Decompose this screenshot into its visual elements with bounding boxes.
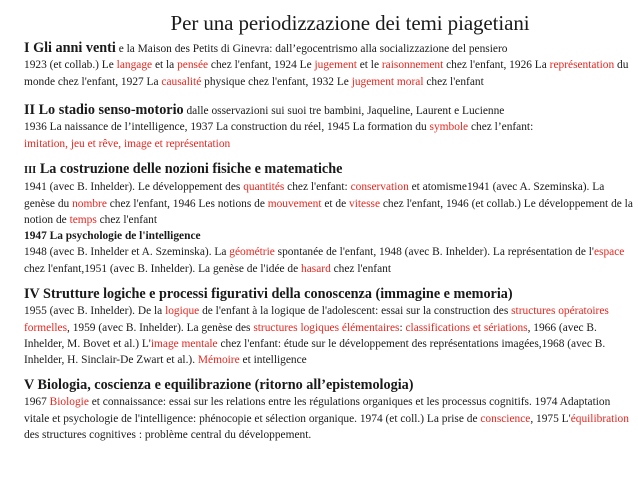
text: chez l'enfant bbox=[96, 213, 158, 226]
section-5-heading-line bbox=[24, 377, 634, 394]
section-3-body bbox=[24, 179, 634, 228]
text: et atomisme1941 (avec A. Szeminska). La genèse du bbox=[24, 181, 605, 210]
section-3-subheading bbox=[24, 228, 634, 244]
section-3-heading: La costruzione delle nozioni fisiche e matematiche bbox=[36, 161, 343, 177]
text: , 1959 (avec B. Inhelder). La genèse des bbox=[67, 321, 254, 334]
keyword: classifications et sériations bbox=[405, 321, 528, 334]
section-3-heading-line bbox=[24, 161, 634, 179]
keyword: espace bbox=[593, 246, 625, 259]
section-4-heading-line bbox=[24, 286, 634, 303]
keyword: mouvement bbox=[267, 197, 322, 210]
keyword: pensée bbox=[177, 59, 209, 72]
text: 1948 (avec B. Inhelder et A. Szeminska). La bbox=[24, 246, 230, 259]
section-2-body bbox=[24, 119, 634, 152]
text: chez l'enfant,1951 (avec B. Inhelder). La genèse de l'idée de bbox=[24, 262, 302, 275]
text: chez l'enfant, 1924 Le bbox=[208, 59, 315, 72]
keyword: conscience bbox=[480, 412, 531, 425]
text: physique chez l'enfant, 1932 Le bbox=[201, 75, 352, 88]
text: 1955 (avec B. Inhelder). De la bbox=[24, 305, 166, 318]
section-5-body bbox=[24, 394, 634, 443]
slide-title: Per una periodizzazione dei temi piagetiani bbox=[170, 11, 530, 35]
text: 1936 La naissance de l’intelligence, 1937 La construction du réel, 1945 La formation du bbox=[24, 121, 430, 134]
text: 1967 bbox=[24, 396, 50, 409]
text: et de bbox=[321, 197, 350, 210]
keyword: raisonnement bbox=[381, 59, 444, 72]
keyword: quantités bbox=[243, 181, 285, 194]
section-4-body bbox=[24, 303, 634, 368]
keyword: jugement moral bbox=[351, 75, 424, 88]
section-2-heading-line bbox=[24, 102, 634, 119]
section-3-roman: III bbox=[24, 165, 37, 176]
section-3-body-2 bbox=[24, 244, 634, 277]
text: chez l'enfant, 1946 (et collab.) Le développement de la notion de bbox=[24, 197, 633, 226]
keyword: Mémoire bbox=[197, 354, 240, 367]
text: et connaissance: essai sur les relations entre les régulations organiques et les processus cognitifs. 1974 Adaptation vitale et psychologie de l'intelligence: phénocopie et sélection organique. 1974 (et coll.) La prise de bbox=[24, 396, 611, 425]
keyword: Biologie bbox=[49, 396, 89, 409]
keyword: conservation bbox=[350, 181, 409, 194]
section-1-heading-rest: e la Maison des Petits di Ginevra: dall’egocentrismo alla socializzazione del pensiero bbox=[115, 43, 508, 55]
text: , 1966 (avec B. Inhelder, M. Bovet et al.) L' bbox=[24, 321, 597, 350]
section-4-heading: IV Strutture logiche e processi figurativi della conoscenza (immagine e memoria) bbox=[24, 286, 513, 302]
text: 1941 (avec B. Inhelder). Le développement des bbox=[24, 181, 244, 194]
keyword: causalité bbox=[161, 75, 202, 88]
keyword: logique bbox=[165, 305, 200, 318]
keyword: structures opératoires formelles bbox=[24, 305, 609, 334]
keyword: imitation, jeu et rêve, image et représentation bbox=[24, 137, 231, 150]
section-1-heading: I Gli anni venti bbox=[24, 40, 116, 56]
keyword: structures logiques élémentaires bbox=[253, 321, 400, 334]
keyword: jugement bbox=[314, 59, 357, 72]
section-2 bbox=[24, 102, 634, 152]
section-3 bbox=[24, 161, 634, 277]
section-5 bbox=[24, 377, 634, 443]
section-1-heading-line bbox=[24, 40, 634, 57]
text: chez l'enfant, 1946 Les notions de bbox=[106, 197, 268, 210]
text: : bbox=[399, 321, 406, 334]
keyword: vitesse bbox=[349, 197, 381, 210]
text: des structures cognitives : problème central du développement. bbox=[24, 428, 312, 441]
section-1-body bbox=[24, 57, 634, 90]
subheading: 1947 La psychologie de l'intelligence bbox=[24, 230, 201, 243]
keyword: symbole bbox=[429, 121, 469, 134]
section-4 bbox=[24, 286, 634, 368]
text: spontanée de l'enfant, 1948 (avec B. Inhelder). La représentation de l' bbox=[274, 246, 594, 259]
text: chez l'enfant: bbox=[284, 181, 351, 194]
keyword: géométrie bbox=[229, 246, 275, 259]
section-1 bbox=[24, 40, 634, 90]
text: et intelligence bbox=[239, 354, 307, 367]
section-5-heading: V Biologia, coscienza e equilibrazione (ritorno all’epistemologia) bbox=[24, 377, 414, 393]
text: chez l'enfant bbox=[330, 262, 392, 275]
keyword: représentation bbox=[549, 59, 615, 72]
text: et le bbox=[356, 59, 382, 72]
keyword: langage bbox=[116, 59, 153, 72]
text: chez l'enfant bbox=[423, 75, 484, 88]
text: du monde chez l'enfant, 1927 La bbox=[24, 59, 629, 88]
section-2-heading-rest: dalle osservazioni sui suoi tre bambini, Jaqueline, Laurent e Lucienne bbox=[183, 105, 505, 117]
text: de l'enfant à la logique de l'adolescent: essai sur la construction des bbox=[199, 305, 512, 318]
text: , 1975 L' bbox=[530, 412, 571, 425]
keyword: image mentale bbox=[150, 337, 218, 350]
text: chez l’enfant: bbox=[468, 121, 534, 134]
keyword: temps bbox=[69, 213, 97, 226]
text: 1923 (et collab.) Le bbox=[24, 59, 117, 72]
text: chez l'enfant, 1926 La bbox=[443, 59, 550, 72]
keyword: équilibration bbox=[570, 412, 629, 425]
text: et la bbox=[152, 59, 178, 72]
section-2-heading: II Lo stadio senso-motorio bbox=[24, 102, 184, 118]
keyword: nombre bbox=[72, 197, 107, 210]
text: chez l'enfant: étude sur le développement des représentations imagées,1968 (avec B. Inhelder, H. Sinclair-De Zwart et al.). bbox=[24, 337, 606, 367]
keyword: hasard bbox=[301, 262, 331, 275]
